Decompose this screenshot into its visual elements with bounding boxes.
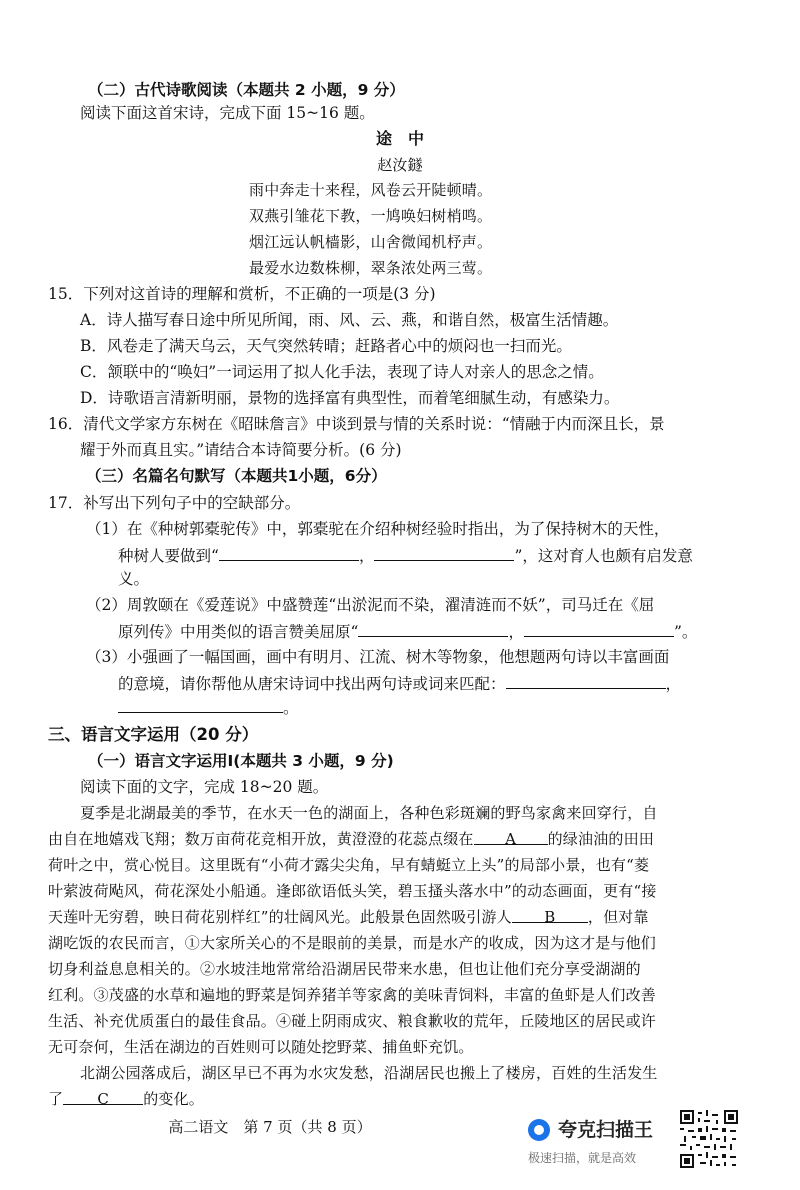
q17-p3-blank-2[interactable] bbox=[118, 696, 283, 713]
scanner-watermark bbox=[528, 1113, 678, 1173]
q17-p1-line-1: （1）在《种树郭橐驼传》中，郭橐驼在介绍种树经验时指出，为了保持树木的天性， bbox=[86, 520, 670, 538]
watermark-name: 夸克扫描王 bbox=[558, 1119, 654, 1141]
q17-p2-blank-2[interactable] bbox=[524, 620, 674, 637]
q17-stem: 17．补写出下列句子中的空缺部分。 bbox=[48, 494, 301, 512]
para2-line-1: 北湖公园落成后，湖区早已不再为水灾发愁，沿湖居民也搬上了楼房，百姓的生活发生 bbox=[80, 1064, 658, 1082]
poem-title: 途 中 bbox=[375, 129, 424, 148]
q17-p3-line-2 bbox=[118, 672, 681, 695]
q16-line-2: 耀于外而真且实。”请结合本诗简要分析。(6 分) bbox=[80, 441, 402, 459]
q16-line-1: 16．清代文学家方东树在《昭昧詹言》中谈到景与情的关系时说：“情融于内而深且长，景 bbox=[48, 415, 665, 433]
poem-line-1: 雨中奔走十来程，风卷云开陡顿晴。 bbox=[249, 181, 493, 199]
q17-p1-text-a: 种树人要做到“ bbox=[118, 547, 219, 565]
para1-line-5 bbox=[48, 906, 649, 928]
section-heading-recitation: （三）名篇名句默写（本题共1小题，6分） bbox=[86, 467, 387, 485]
blank-c[interactable]: C bbox=[63, 1088, 143, 1105]
q17-p1-blank-2[interactable] bbox=[374, 544, 514, 561]
q17-p1-line-3: 义。 bbox=[118, 570, 150, 588]
q15-option-c: C．颔联中的“唤妇”一词运用了拟人化手法，表现了诗人对亲人的思念之情。 bbox=[80, 363, 604, 381]
blank-b[interactable]: B bbox=[512, 906, 588, 923]
para1-line-2-b: 的绿油油的田田 bbox=[547, 830, 655, 848]
q17-p2-text-b: ， bbox=[508, 623, 524, 641]
para1-line-7: 切身利益息息相关的。②水坡洼地常常给沿湖居民带来水患，但也让他们充分享受湖湖的 bbox=[48, 960, 641, 978]
para2-line-2-a: 了 bbox=[48, 1090, 64, 1108]
qr-code-icon bbox=[680, 1110, 738, 1168]
q15-option-d: D．诗歌语言清新明丽，景物的选择富有典型性，而着笔细腻生动，有感染力。 bbox=[80, 389, 620, 407]
para1-line-1: 夏季是北湖最美的季节，在水天一色的湖面上，各种色彩斑斓的野鸟家禽来回穿行，自 bbox=[80, 804, 658, 822]
para1-line-2-a: 由自在地嬉戏飞翔；数万亩荷花竞相开放，黄澄澄的花蕊点缀在 bbox=[48, 830, 474, 848]
q17-p3-text-b: ， bbox=[665, 675, 682, 693]
q15-option-b: B．风卷走了满天乌云，天气突然转晴；赶路者心中的烦闷也一扫而光。 bbox=[80, 337, 572, 355]
q17-p1-line-2 bbox=[118, 544, 693, 567]
q17-p3-line-1: （3）小强画了一幅国画，画中有明月、江流、树木等物象，他想题两句诗以丰富画面 bbox=[86, 648, 670, 666]
q15-option-a: A．诗人描写春日途中所见所闻，雨、风、云、燕，和谐自然，极富生活情趣。 bbox=[80, 311, 619, 329]
q15-stem: 15．下列对这首诗的理解和赏析，不正确的一项是(3 分) bbox=[48, 285, 436, 303]
q17-p2-line-2 bbox=[118, 620, 697, 643]
para1-line-3: 荷叶之中，赏心悦目。这里既有“小荷才露尖尖角，早有蜻蜓立上头”的局部小景，也有“菱 bbox=[48, 856, 650, 874]
para2-line-2-b: 的变化。 bbox=[143, 1090, 205, 1108]
poem-line-3: 烟江远认帆樯影，山舍微闻机杼声。 bbox=[249, 233, 493, 251]
para1-line-5-b: ，但对靠 bbox=[587, 908, 649, 926]
q17-p2-blank-1[interactable] bbox=[358, 620, 508, 637]
blank-a[interactable]: A bbox=[474, 828, 548, 845]
para1-line-6: 湖吃饭的农民而言，①大家所关心的不是眼前的美景，而是水产的收成，因为这才是与他们 bbox=[48, 934, 657, 952]
q17-p2-text-c: ”。 bbox=[673, 623, 698, 641]
q17-p3-blank-1[interactable] bbox=[506, 672, 666, 689]
poetry-intro: 阅读下面这首宋诗，完成下面 15~16 题。 bbox=[80, 104, 375, 122]
language-intro: 阅读下面的文字，完成 18~20 题。 bbox=[80, 778, 329, 796]
q17-p3-line-3 bbox=[118, 696, 299, 719]
para1-line-9: 生活、补充优质蛋白的最佳食品。④碰上阴雨成灾、粮食歉收的荒年，丘陵地区的居民或许 bbox=[48, 1012, 657, 1030]
poem-line-4: 最爱水边数株柳，翠条浓处两三莺。 bbox=[249, 259, 493, 277]
q17-p1-text-c: ”，这对育人也颇有启发意 bbox=[514, 547, 693, 565]
q17-p3-text-end: 。 bbox=[283, 699, 299, 717]
q17-p1-blank-1[interactable] bbox=[219, 544, 359, 561]
watermark-slogan: 极速扫描，就是高效 bbox=[528, 1151, 637, 1165]
para1-line-10: 无可奈何，生活在湖边的百姓则可以随处挖野菜、捕鱼虾充饥。 bbox=[48, 1038, 474, 1056]
q17-p1-text-b: ， bbox=[358, 547, 375, 565]
para1-line-2 bbox=[48, 828, 654, 850]
q17-p2-text-a: 原列传》中用类似的语言赞美屈原“ bbox=[118, 623, 359, 641]
section-heading-poetry: （二）古代诗歌阅读（本题共 2 小题，9 分） bbox=[88, 81, 405, 99]
page-footer: 高二语文 第 7 页（共 8 页） bbox=[168, 1118, 372, 1136]
q17-p2-line-1: （2）周敦颐在《爱莲说》中盛赞莲“出淤泥而不染，濯清涟而不妖”，司马迁在《屈 bbox=[86, 596, 655, 614]
para1-line-5-a: 天莲叶无穷碧，映日荷花别样红”的壮阔风光。此般景色固然吸引游人 bbox=[48, 908, 512, 926]
q17-p3-text-a: 的意境，请你帮他从唐宋诗词中找出两句诗或词来匹配： bbox=[118, 675, 506, 693]
quark-logo-icon bbox=[528, 1119, 550, 1141]
poem-line-2: 双燕引雏花下教，一鸠唤妇树梢鸣。 bbox=[249, 207, 493, 225]
para2-line-2 bbox=[48, 1088, 204, 1110]
part-heading-language: 三、语言文字运用（20 分） bbox=[48, 725, 259, 744]
para1-line-8: 红利。③茂盛的水草和遍地的野菜是饲养猪羊等家禽的美味青饲料，丰富的鱼虾是人们改善 bbox=[48, 986, 657, 1004]
poem-author: 赵汝鐩 bbox=[377, 156, 423, 174]
sub-heading-language-1: （一）语言文字运用Ⅰ(本题共 3 小题，9 分) bbox=[88, 752, 394, 770]
para1-line-4: 叶萦波荷飐风，荷花深处小船通。逢郎欲语低头笑，碧玉搔头落水中”的动态画面，更有“接 bbox=[48, 882, 657, 900]
